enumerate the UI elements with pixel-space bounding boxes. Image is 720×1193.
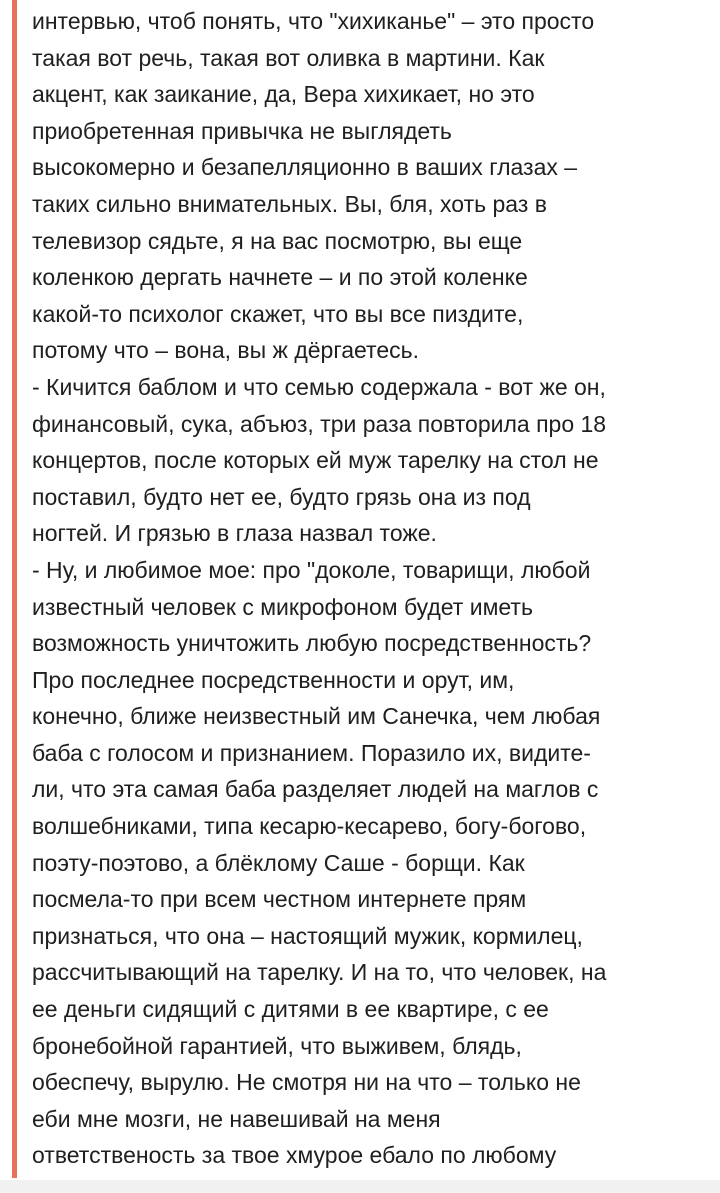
quote-line: возможность уничтожить любую посредственность? xyxy=(32,630,592,657)
quote-line: рассчитывающий на тарелку. И на то, что человек, на xyxy=(32,959,607,986)
quote-line: известный человек с микрофоном будет иметь xyxy=(32,593,533,620)
quote-line: поэту-поэтово, а блёклому Саше - борщи. Как xyxy=(32,849,525,876)
quote-line: ногтей. И грязью в глаза назвал тоже. xyxy=(32,520,437,547)
quote-line: потому что – вона, вы ж дёргаетесь. xyxy=(32,337,419,364)
quote-line: - Кичится баблом и что семью содержала - вот же он, xyxy=(32,373,606,400)
quote-line: какой-то психолог скажет, что вы все пиздите, xyxy=(32,300,524,327)
quote-line: ответственость за твое хмурое ебало по любому xyxy=(32,1142,557,1169)
quote-line: Про последнее посредственности и орут, им, xyxy=(32,666,515,693)
quote-line: бронебойной гарантией, что выживем, блядь, xyxy=(32,1032,522,1059)
quote-text xyxy=(32,3,708,1174)
quote-line: приобретенная привычка не выглядеть xyxy=(32,117,452,144)
quote-line: признаться, что она – настоящий мужик, кормилец, xyxy=(32,922,583,949)
quote-line: поставил, будто нет ее, будто грязь она из под xyxy=(32,483,531,510)
quote-line: финансовый, сука, абъюз, три раза повторила про 18 xyxy=(32,410,607,437)
quote-line: телевизор сядьте, я на вас посмотрю, вы еще xyxy=(32,227,523,254)
quote-line: интервью, чтоб понять, что "хихиканье" – это просто xyxy=(32,8,595,34)
quote-line: акцент, как заикание, да, Вера хихикает, но это xyxy=(32,81,535,108)
quote-line: ее деньги сидящий с дитями в ее квартире, с ее xyxy=(32,996,549,1023)
quote-line: таких сильно внимательных. Вы, бля, хоть раз в xyxy=(32,190,547,217)
quote-line: ли, что эта самая баба разделяет людей на маглов с xyxy=(32,776,599,803)
bottom-edge xyxy=(0,1180,720,1193)
quote-line: конечно, ближе неизвестный им Санечка, чем любая xyxy=(32,703,601,730)
quote-line: волшебниками, типа кесарю-кесарево, богу-богово, xyxy=(32,813,587,840)
quote-line: коленкою дергать начнете – и по этой коленке xyxy=(32,264,528,291)
quote-line: еби мне мозги, не навешивай на меня xyxy=(32,1105,441,1132)
quote-line: - Ну, и любимое мое: про "доколе, товарищи, любой xyxy=(32,556,591,583)
quote-line: посмела-то при всем честном интернете прям xyxy=(32,886,527,913)
quote-line: баба с голосом и признанием. Поразило их, видите- xyxy=(32,739,591,766)
quote-line: такая вот речь, такая вот оливка в мартини. Как xyxy=(32,44,545,71)
quote-line: концертов, после которых ей муж тарелку на стол не xyxy=(32,447,599,474)
quote-accent-bar xyxy=(12,0,17,1178)
quote-line: высокомерно и безапелляционно в ваших глазах – xyxy=(32,154,578,181)
quote-line: обеспечу, вырулю. Не смотря ни на что – только не xyxy=(32,1069,581,1096)
